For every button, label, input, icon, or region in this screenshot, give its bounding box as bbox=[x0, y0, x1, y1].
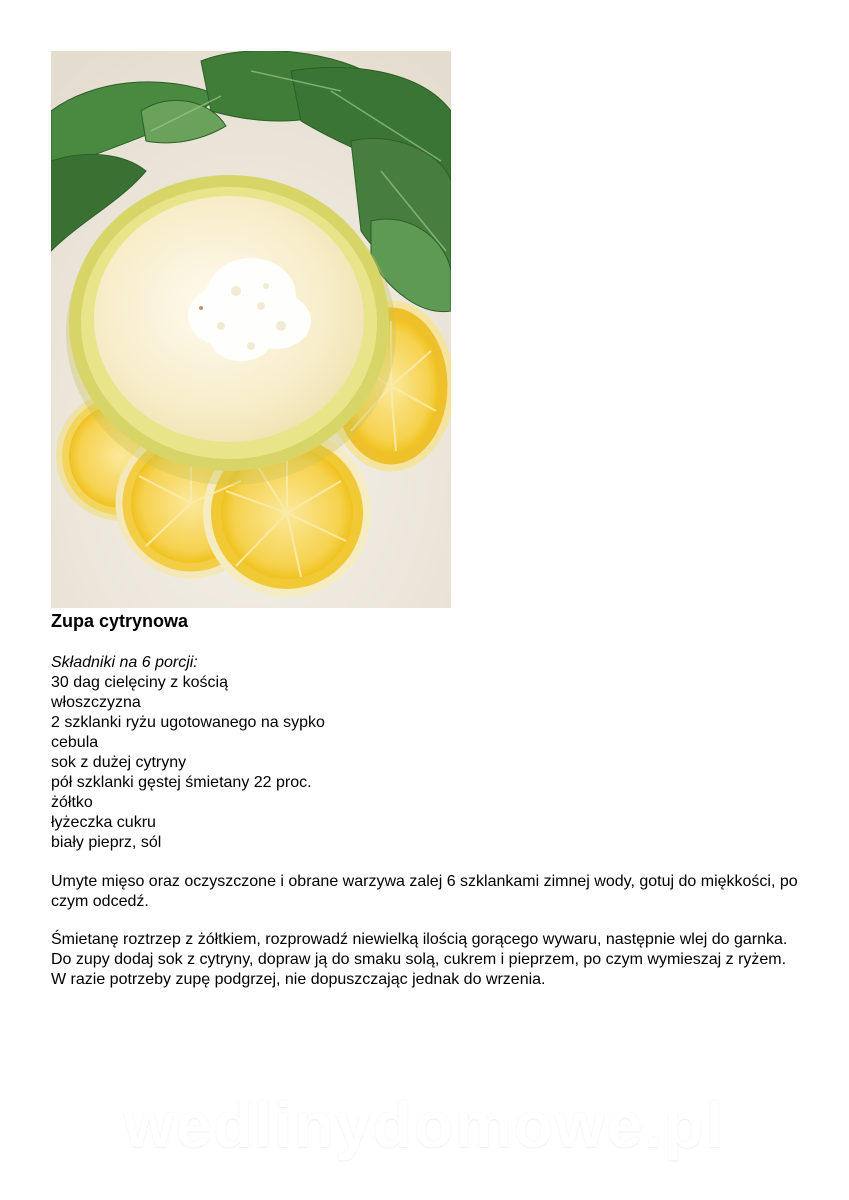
soup-photo bbox=[51, 51, 451, 608]
ingredient-item: pół szklanki gęstej śmietany 22 proc. bbox=[51, 774, 312, 791]
ingredient-item: żółtko bbox=[51, 794, 93, 811]
ingredient-item: łyżeczka cukru bbox=[51, 814, 156, 831]
ingredient-item: sok z dużej cytryny bbox=[51, 754, 187, 771]
ingredients-list bbox=[51, 653, 325, 853]
ingredient-item: biały pieprz, sól bbox=[51, 834, 162, 851]
lemon-soup-illustration bbox=[51, 51, 451, 608]
ingredient-item: 2 szklanki ryżu ugotowanego na sypko bbox=[51, 714, 325, 731]
ingredient-item: 30 dag cielęciny z kością bbox=[51, 674, 228, 691]
ingredients-heading: Składniki na 6 porcji: bbox=[51, 654, 198, 671]
ingredient-item: cebula bbox=[51, 734, 99, 751]
ingredient-item: włoszczyzna bbox=[51, 694, 141, 711]
recipe-title: Zupa cytrynowa bbox=[51, 611, 189, 631]
watermark: wedlinydomowe.pl bbox=[124, 1089, 725, 1161]
step-paragraph-2: Śmietanę roztrzep z żółtkiem, rozprowadź niewielką ilością gorącego wywaru, następnie wlej do garnka. Do zupy dodaj sok z cytryny, dopraw ją do smaku solą, cukrem i pieprzem, po czym wymieszaj z ryżem. W razie potrzeby zupę podgrzej, nie dopuszczając jednak do wrzenia. bbox=[51, 931, 788, 988]
step-paragraph-1: Umyte mięso oraz oczyszczone i obrane warzywa zalej 6 szklankami zimnej wody, gotuj do miękkości, po czym odcedź. bbox=[51, 873, 798, 910]
